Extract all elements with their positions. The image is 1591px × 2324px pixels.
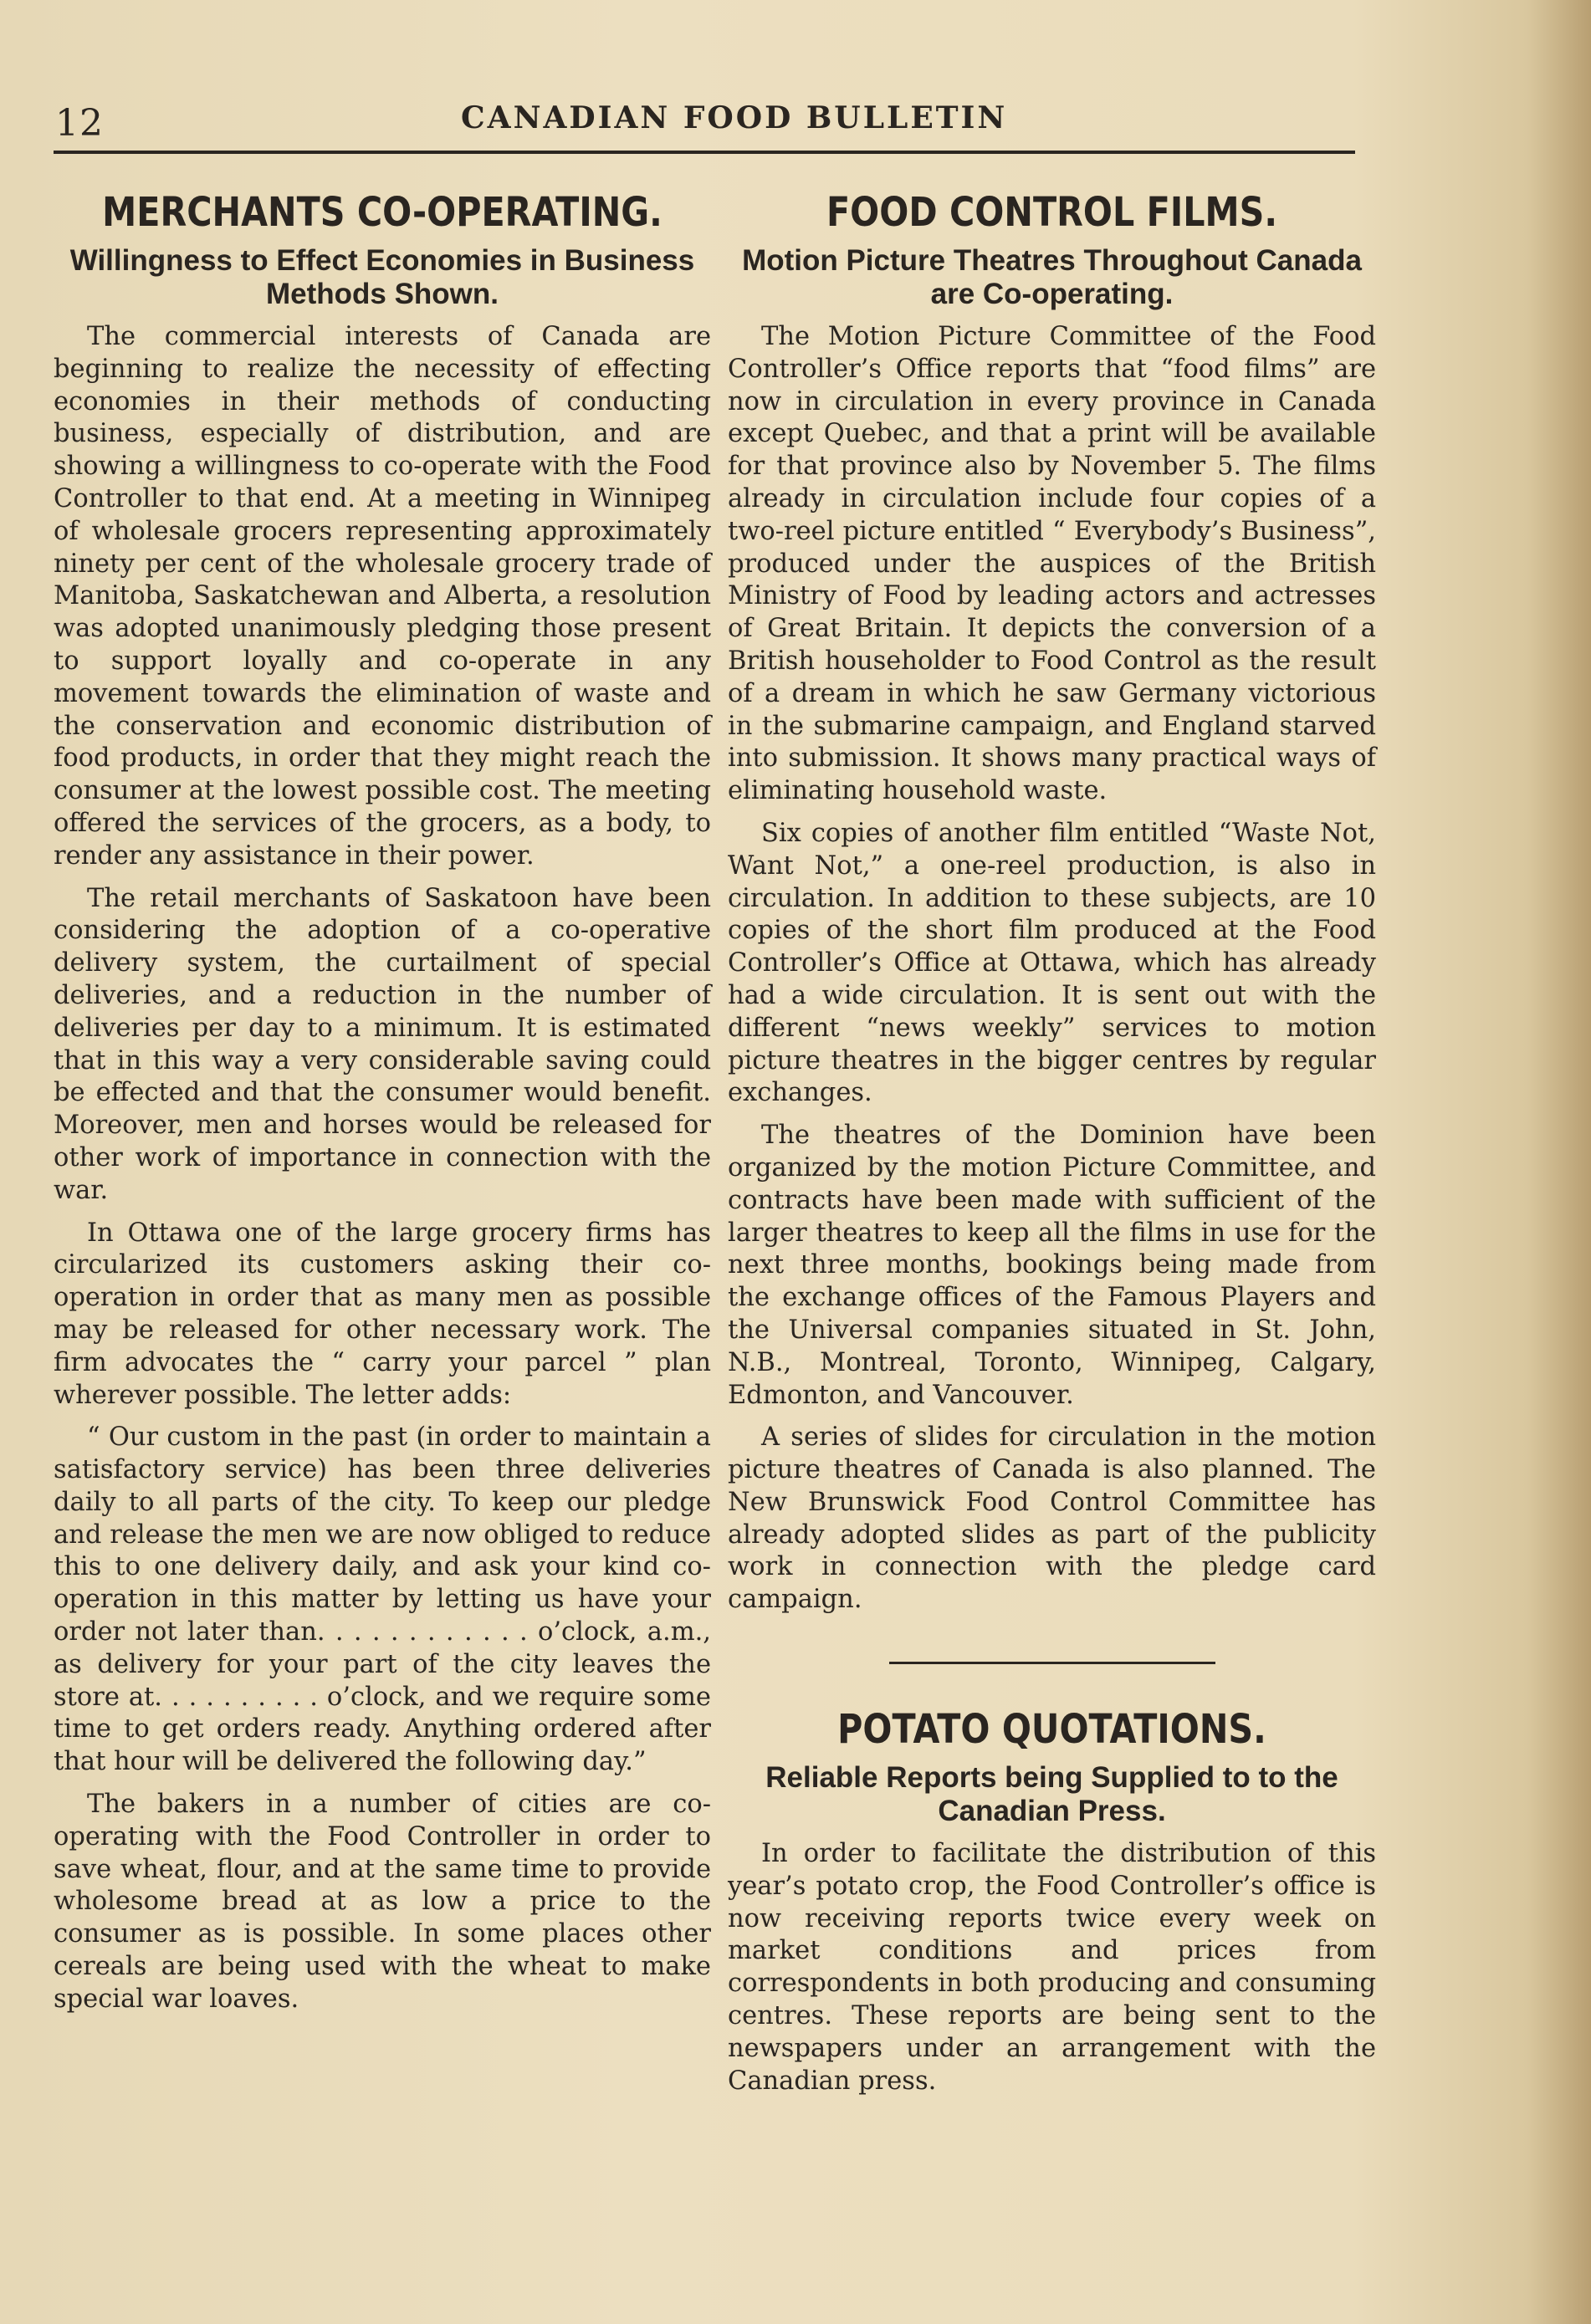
- paragraph: A series of slides for circulation in the motion picture theatres of Canada is also planned. The New Brunswick Food Control Committee has already adopted slides as part of the publicity work in connection with the pledge card campaign.: [728, 1422, 1376, 1615]
- article-title-films: FOOD CONTROL FILMS.: [826, 189, 1278, 236]
- paragraph: The Motion Picture Committee of the Food Controller’s Office reports that “food films” are now in circulation in every province in Canada except Quebec, and that a print will be available for that province also by November 5. The films already in circulation include four copies of a two-reel picture entitled “ Everybody’s Business”, produced under the auspices of the British Ministry of Food by leading actors and actresses of Great Britain. It depicts the conversion of a British householder to Food Control as the result of a dream in which he saw Germany victorious in the submarine campaign, and England starved into submission. It shows many practical ways of eliminating household waste.: [728, 322, 1376, 806]
- header-rule: [54, 151, 1355, 154]
- article-subtitle-films: Motion Picture Theatres Throughout Canada are Co-operating.: [742, 244, 1362, 310]
- running-head: CANADIAN FOOD BULLETIN: [461, 100, 1008, 135]
- article-subtitle-potato: Reliable Reports being Supplied to to the Canadian Press.: [765, 1761, 1338, 1828]
- paragraph: The theatres of the Dominion have been organized by the motion Picture Committee, and contracts have been made with sufficient of the larger theatres to keep all the films in use for the next three months, bookings being made from the exchange offices of the Famous Players and the Universal companies situated in St. John, N.B., Montreal, Toronto, Winnipeg, Calgary, Edmonton, and Vancouver.: [728, 1121, 1376, 1410]
- paragraph: The retail merchants of Saskatoon have been considering the adoption of a co-operative delivery system, the curtailment of special deliveries, and a reduction in the number of deliveries per day to a minimum. It is estimated that in this way a very considerable saving could be effected and that the consumer would benefit. Moreover, men and horses would be released for other work of importance in connection with the war.: [54, 883, 711, 1205]
- article-subtitle-merchants: Willingness to Effect Economies in Business Methods Shown.: [69, 244, 695, 310]
- quoted-letter: “ Our custom in the past (in order to maintain a satisfactory service) has been three deliveries daily to all parts of the city. To keep our pledge and release the men we are now obliged to reduce this to one delivery daily, and ask your kind co-operation in this matter by letting us have your order not later than. . . . . . . . . . . . o’clock, a.m., as delivery for your part of the city leaves the store at. . . . . . . . . . o’clock, and we require some time to get orders ready. Anything ordered after that hour will be delivered the following day.”: [54, 1422, 711, 1777]
- paragraph: The commercial interests of Canada are beginning to realize the necessity of effecting economies in their methods of conducting business, especially of distribution, and are showing a willingness to co-operate with the Food Controller to that end. At a meeting in Winnipeg of wholesale grocers representing approximately ninety per cent of the wholesale grocery trade of Manitoba, Saskatchewan and Alberta, a resolution was adopted unanimously pledging those present to support loyally and co-operate in any movement towards the elimination of waste and the conservation and economic distribution of food products, in order that they might reach the consumer at the lowest possible cost. The meeting offered the services of the grocers, as a body, to render any assistance in their power.: [54, 322, 711, 871]
- left-column: [54, 176, 711, 2016]
- paragraph: In Ottawa one of the large grocery firms has circularized its customers asking their co-operation in order that as many men as possible may be released for other necessary work. The firm advocates the “ carry your parcel ” plan wherever possible. The letter adds:: [54, 1218, 711, 1410]
- article-title-potato: POTATO QUOTATIONS.: [837, 1706, 1266, 1754]
- paragraph: In order to facilitate the distribution of this year’s potato crop, the Food Controller’s office is now receiving reports twice every week on market conditions and prices from correspondents in both producing and consuming centres. These reports are being sent to the newspapers under an arrangement with the Canadian press.: [728, 1839, 1376, 2096]
- right-column: [728, 176, 1376, 2097]
- page-header: [55, 94, 1350, 144]
- paragraph: Six copies of another film entitled “Waste Not, Want Not,” a one-reel production, is also in circulation. In addition to these subjects, are 10 copies of the short film produced at the Food Controller’s Office at Ottawa, which has already had a wide circulation. It is sent out with the different “news weekly” services to motion picture theatres in the bigger centres by regular exchanges.: [728, 818, 1376, 1108]
- page-number: 12: [55, 102, 104, 145]
- article-title-merchants: MERCHANTS CO-OPERATING.: [102, 189, 662, 236]
- paragraph: The bakers in a number of cities are co-operating with the Food Controller in order to save wheat, flour, and at the same time to provide wholesome bread at as low a price to the consumer as is possible. In some places other cereals are being used with the wheat to make special war loaves.: [54, 1790, 711, 2014]
- section-divider: [889, 1662, 1215, 1664]
